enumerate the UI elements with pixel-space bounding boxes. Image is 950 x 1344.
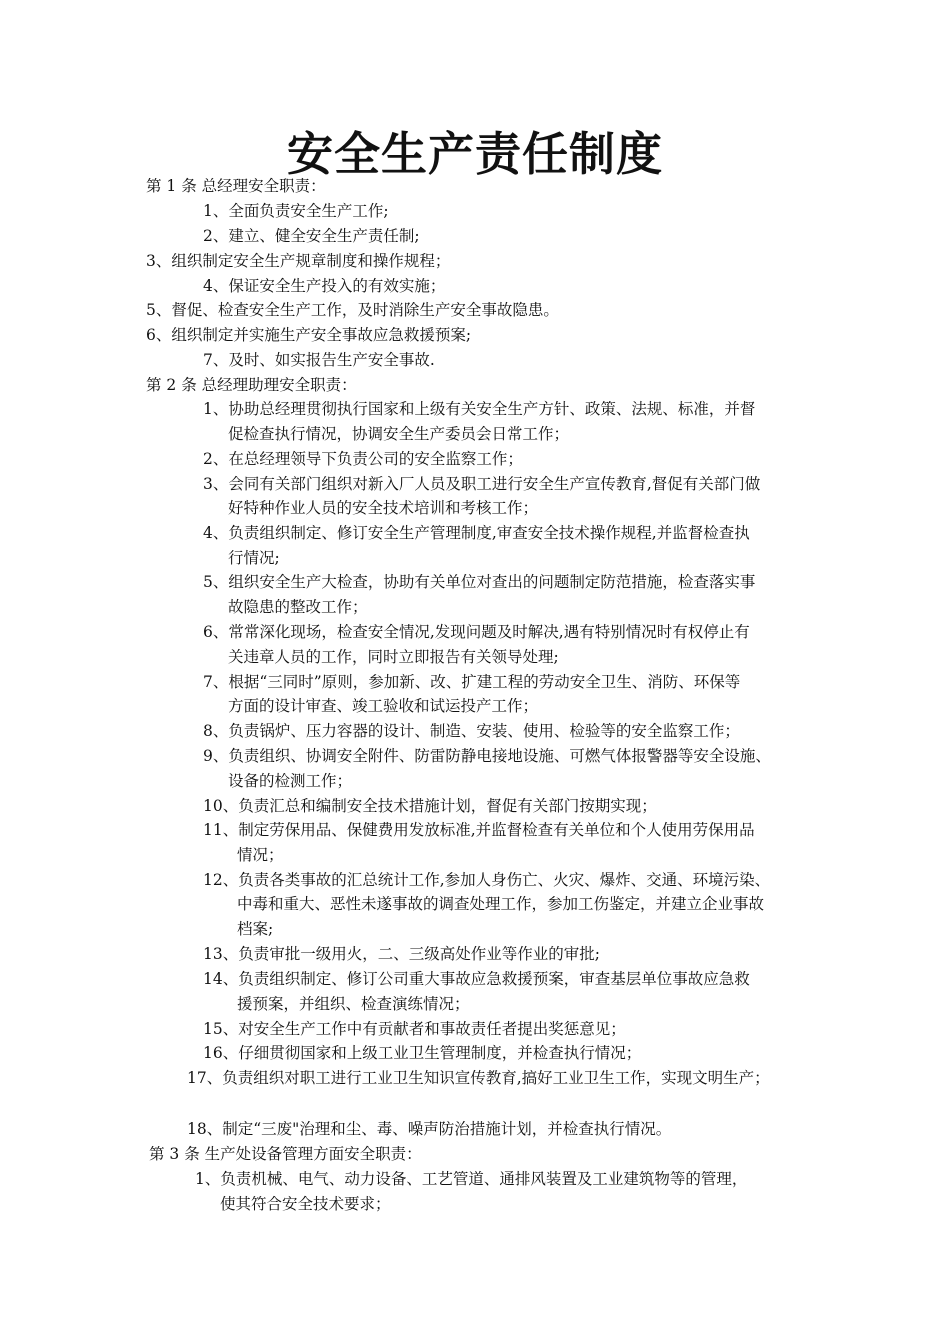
- article-1-heading: 第 1 条 总经理安全职责：: [146, 177, 326, 195]
- document-title: 安全生产责任制度: [287, 127, 663, 181]
- article-2-item-11: 11、制定劳保用品、保健费用发放标准,并监督检查有关单位和个人使用劳保用品: [203, 821, 755, 839]
- article-2-item-12: 12、负责各类事故的汇总统计工作,参加人身伤亡、火灾、爆炸、交通、环境污染、: [203, 871, 771, 889]
- article-2-item-7: 7、根据“三同时”原则，参加新、改、扩建工程的劳动安全卫生、消防、环保等: [203, 673, 741, 691]
- article-2-item-14-cont: 援预案，并组织、检查演练情况；: [237, 995, 470, 1013]
- article-2-item-4: 4、负责组织制定、修订安全生产管理制度,审查安全技术操作规程,并监督检查执: [203, 524, 750, 542]
- article-1-item-4: 4、保证安全生产投入的有效实施；: [203, 277, 446, 295]
- article-1-item-7: 7、及时、如实报告生产安全事故.: [203, 351, 435, 369]
- article-2-item-1: 1、协助总经理贯彻执行国家和上级有关安全生产方针、政策、法规、标准，并督: [203, 400, 756, 418]
- article-2-item-12-cont-2: 档案;: [237, 920, 274, 938]
- article-1-item-1: 1、全面负责安全生产工作;: [203, 202, 389, 220]
- article-2-item-2: 2、在总经理领导下负责公司的安全监察工作；: [203, 450, 523, 468]
- article-2-item-9: 9、负责组织、协调安全附件、防雷防静电接地设施、可燃气体报警器等安全设施、: [203, 747, 771, 765]
- article-2-item-12-cont: 中毒和重大、恶性未遂事故的调查处理工作，参加工伤鉴定，并建立企业事故: [237, 895, 765, 913]
- article-2-heading: 第 2 条 总经理助理安全职责：: [146, 376, 357, 394]
- article-2-item-10: 10、负责汇总和编制安全技术措施计划，督促有关部门按期实现；: [203, 797, 657, 815]
- article-2-item-6-cont: 关违章人员的工作，同时立即报告有关领导处理;: [228, 648, 559, 666]
- article-2-item-11-cont: 情况；: [237, 846, 284, 864]
- article-2-item-13: 13、负责审批一级用火，二、三级高处作业等作业的审批;: [203, 945, 600, 963]
- article-2-item-7-cont: 方面的设计审查、竣工验收和试运投产工作；: [228, 697, 539, 715]
- article-2-item-15: 15、对安全生产工作中有贡献者和事故责任者提出奖惩意见；: [203, 1020, 626, 1038]
- article-2-item-3-cont: 好特种作业人员的安全技术培训和考核工作；: [228, 499, 539, 517]
- article-1-item-6: 6、组织制定并实施生产安全事故应急救援预案;: [146, 326, 472, 344]
- article-2-item-16: 16、仔细贯彻国家和上级工业卫生管理制度，并检查执行情况；: [203, 1044, 642, 1062]
- article-1-item-2: 2、建立、健全安全生产责任制;: [203, 227, 420, 245]
- article-2-item-3: 3、会同有关部门组织对新入厂人员及职工进行安全生产宣传教育,督促有关部门做: [203, 475, 761, 493]
- article-2-item-8: 8、负责锅炉、压力容器的设计、制造、安装、使用、检验等的安全监察工作；: [203, 722, 740, 740]
- article-2-item-4-cont: 行情况;: [228, 549, 280, 567]
- article-2-item-6: 6、常常深化现场，检查安全情况,发现问题及时解决,遇有特别情况时有权停止有: [203, 623, 750, 641]
- article-2-item-5: 5、组织安全生产大检查，协助有关单位对查出的问题制定防范措施，检查落实事: [203, 573, 756, 591]
- article-2-item-5-cont: 故隐患的整改工作；: [228, 598, 368, 616]
- article-2-item-18: 18、制定“三废"治理和尘、毒、噪声防治措施计划，并检查执行情况。: [187, 1120, 672, 1138]
- article-3-item-1: 1、负责机械、电气、动力设备、工艺管道、通排风装置及工业建筑物等的管理，: [195, 1170, 748, 1188]
- article-1-item-5: 5、督促、检查安全生产工作，及时消除生产安全事故隐患。: [146, 301, 559, 319]
- article-2-item-14: 14、负责组织制定、修订公司重大事故应急救援预案，审查基层单位事故应急救: [203, 970, 750, 988]
- article-3-heading: 第 3 条 生产处设备管理方面安全职责：: [149, 1145, 422, 1163]
- article-2-item-9-cont: 设备的检测工作；: [228, 772, 353, 790]
- article-3-item-1-cont: 使其符合安全技术要求；: [220, 1195, 391, 1213]
- article-1-item-3: 3、组织制定安全生产规章制度和操作规程；: [146, 252, 451, 270]
- article-2-item-1-cont: 促检查执行情况，协调安全生产委员会日常工作；: [228, 425, 570, 443]
- article-2-item-17: 17、负责组织对职工进行工业卫生知识宣传教育,搞好工业卫生工作，实现文明生产；: [187, 1069, 770, 1087]
